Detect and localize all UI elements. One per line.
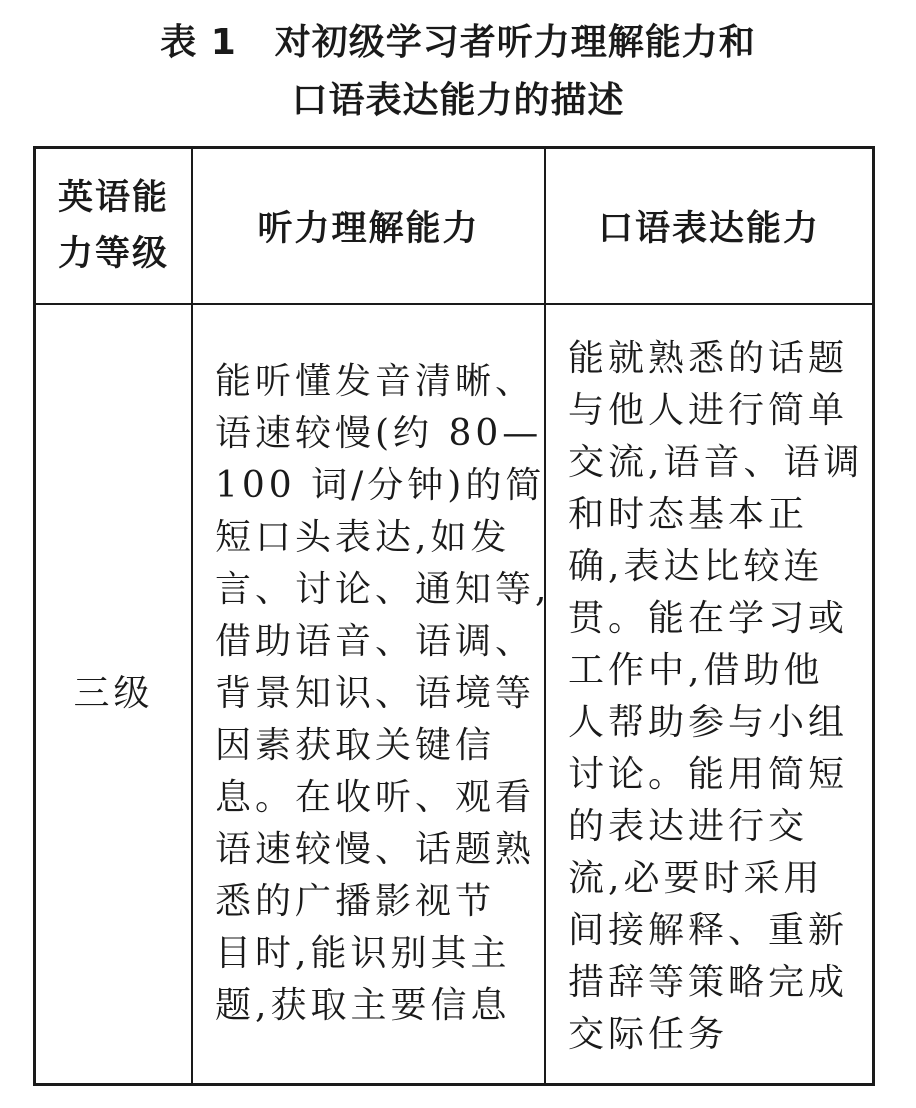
speaking-line: 贯。能在学习或 (568, 598, 849, 639)
header-level-line-1: 英语能 (57, 178, 169, 218)
header-speaking (546, 149, 872, 303)
caption-line-2: 口语表达能力的描述 (291, 80, 625, 121)
speaking-line: 措辞等策略完成 (568, 962, 849, 1003)
speaking-description (568, 333, 863, 1061)
speaking-line: 和时态基本正 (568, 494, 809, 535)
listening-line: 息。在收听、观看 (215, 777, 536, 818)
listening-description (215, 356, 550, 1032)
speaking-line: 间接解释、重新 (568, 910, 849, 951)
listening-line: 因素获取关键信 (215, 725, 496, 766)
listening-line: 语速较慢(约 80— (215, 413, 543, 454)
listening-line: 背景知识、语境等 (215, 673, 536, 714)
caption-title-part-1: 对初级学习者听力理解能力和 (274, 22, 756, 63)
listening-line: 语速较慢、话题熟 (215, 829, 536, 870)
table-number: 表 1 (160, 22, 237, 63)
listening-line: 能听懂发音清晰、 (215, 361, 536, 402)
speaking-line: 人帮助参与小组 (568, 702, 849, 743)
caption-line-1 (0, 14, 916, 72)
header-listening (193, 149, 544, 303)
listening-line: 悉的广播影视节 (215, 881, 496, 922)
speaking-line: 的表达进行交 (568, 806, 809, 847)
header-level-text (58, 170, 169, 282)
speaking-line: 能就熟悉的话题 (568, 338, 849, 379)
header-level (36, 149, 191, 303)
listening-line: 100 词/分钟)的简 (215, 465, 546, 506)
cell-level (36, 305, 191, 1083)
header-listening-text: 听力理解能力 (257, 209, 480, 249)
speaking-line: 与他人进行简单 (568, 390, 849, 431)
cell-listening (193, 305, 551, 1083)
speaking-line: 确,表达比较连 (568, 546, 824, 587)
speaking-line: 交际任务 (568, 1014, 729, 1055)
listening-line: 短口头表达,如发 (215, 517, 511, 558)
table-caption (0, 14, 916, 130)
speaking-line: 工作中,借助他 (568, 650, 824, 691)
listening-line: 言、讨论、通知等, (215, 569, 551, 610)
speaking-line: 流,必要时采用 (568, 858, 824, 899)
ability-description-table (33, 146, 875, 1086)
listening-line: 借助语音、语调、 (215, 621, 536, 662)
level-value: 三级 (73, 673, 154, 714)
listening-line: 目时,能识别其主 (215, 933, 511, 974)
header-level-line-2: 力等级 (57, 234, 169, 274)
cell-speaking (546, 305, 872, 1083)
speaking-line: 讨论。能用简短 (568, 754, 849, 795)
header-speaking-text: 口语表达能力 (597, 209, 820, 249)
listening-line: 题,获取主要信息 (215, 985, 511, 1026)
speaking-line: 交流,语音、语调 (568, 442, 864, 483)
